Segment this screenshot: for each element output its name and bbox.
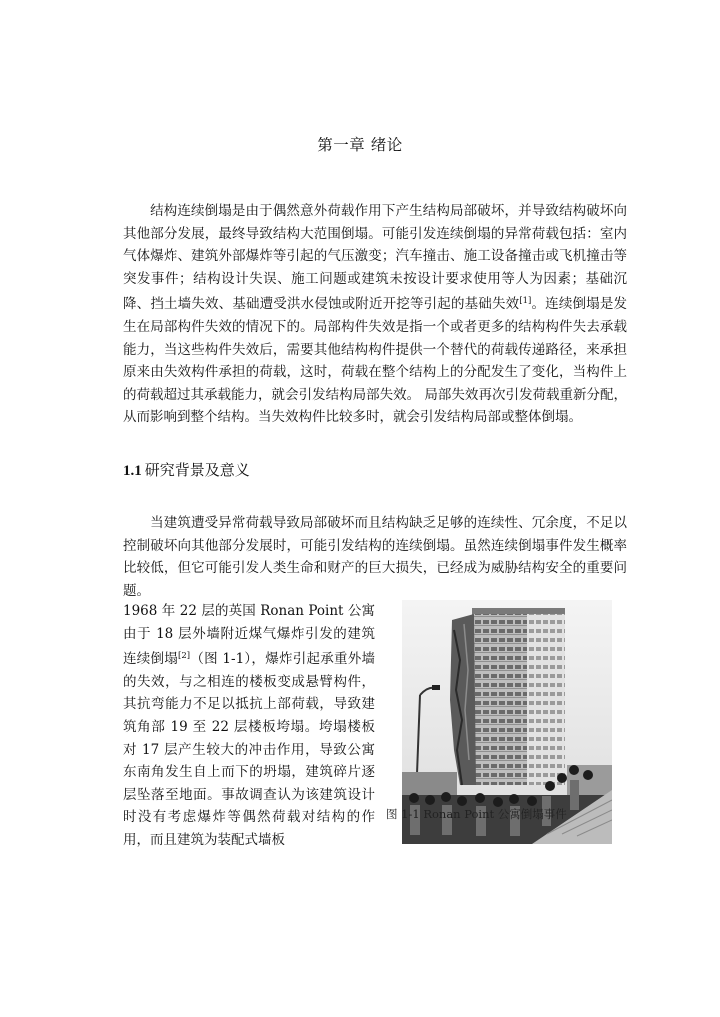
section-paragraph bbox=[123, 512, 627, 602]
intro-text-cont: 。连续倒塌是发生在局部构件失效的情况下的。局部构件失效是指一个或者更多的结构构件失去承载能力，当这些构件失效后，需要其他结构构件提供一个替代的荷载传递路径，来承担原来由失效构件承担的荷载，这时，荷载在整个结构上的分配发生了变化，当构件上的荷载超过其承载能力，就会引发结构局部失效。 局部失效再次引发荷载重新分配，从而影响到整个结构。当失效构件比较多时，就会引发结构局部或整体倒塌。 bbox=[123, 296, 628, 426]
chapter-title: 第一章 绪论 bbox=[317, 136, 403, 154]
section-heading bbox=[123, 459, 250, 480]
citation-ref-1[interactable]: [1] bbox=[519, 296, 532, 307]
figure-caption: 图 1-1 Ronan Point 公寓倒塌事件 bbox=[386, 807, 567, 821]
section-title: 研究背景及意义 bbox=[144, 461, 250, 479]
ronan-point-paragraph bbox=[123, 600, 375, 852]
citation-ref-2[interactable]: [2] bbox=[178, 651, 191, 662]
section-text: 当建筑遭受异常荷载导致局部破坏而且结构缺乏足够的连续性、冗余度，不足以控制破坏向其他部分发展时，可能引发结构的连续倒塌。虽然连续倒塌事件发生概率比较低，但它可能引发人类生命和财产的巨大损失，已经成为威胁结构安全的重要问题。 bbox=[123, 515, 627, 599]
ronan-text-b: （图 1-1），爆炸引起承重外墙的失效，与之相连的楼板变成悬臂构件，其抗弯能力不足以抵抗上部荷载，导致建筑角部 19 至 22 层楼板垮塌。垮塌楼板对 17 层产生较大的冲击作用，导致公寓东南角发生自上而下的坍塌，建筑碎片逐层坠落至地面。事故调查认为该建筑设计时没有考虑爆炸等偶然荷载对结构的作用，而且建筑为装配式墙板 bbox=[123, 651, 376, 848]
intro-paragraph bbox=[123, 200, 627, 429]
ronan-text-a: 1968 年 22 层的英国 Ronan Point 公寓由于 18 层外墙附近煤气爆炸引发的建筑连续倒塌 bbox=[123, 603, 375, 668]
intro-text: 结构连续倒塌是由于偶然意外荷载作用下产生结构局部破坏，并导致结构破坏向其他部分发展，最终导致结构大范围倒塌。可能引发连续倒塌的异常荷载包括：室内气体爆炸、建筑外部爆炸等引起的气压激变；汽车撞击、施工设备撞击或飞机撞击等突发事件；结构设计失误、施工问题或建筑未按设计要求使用等人为因素；基础沉降、挡土墙失效、基础遭受洪水侵蚀或附近开挖等引起的基础失效 bbox=[123, 203, 627, 313]
section-number: 1.1 bbox=[123, 463, 142, 479]
